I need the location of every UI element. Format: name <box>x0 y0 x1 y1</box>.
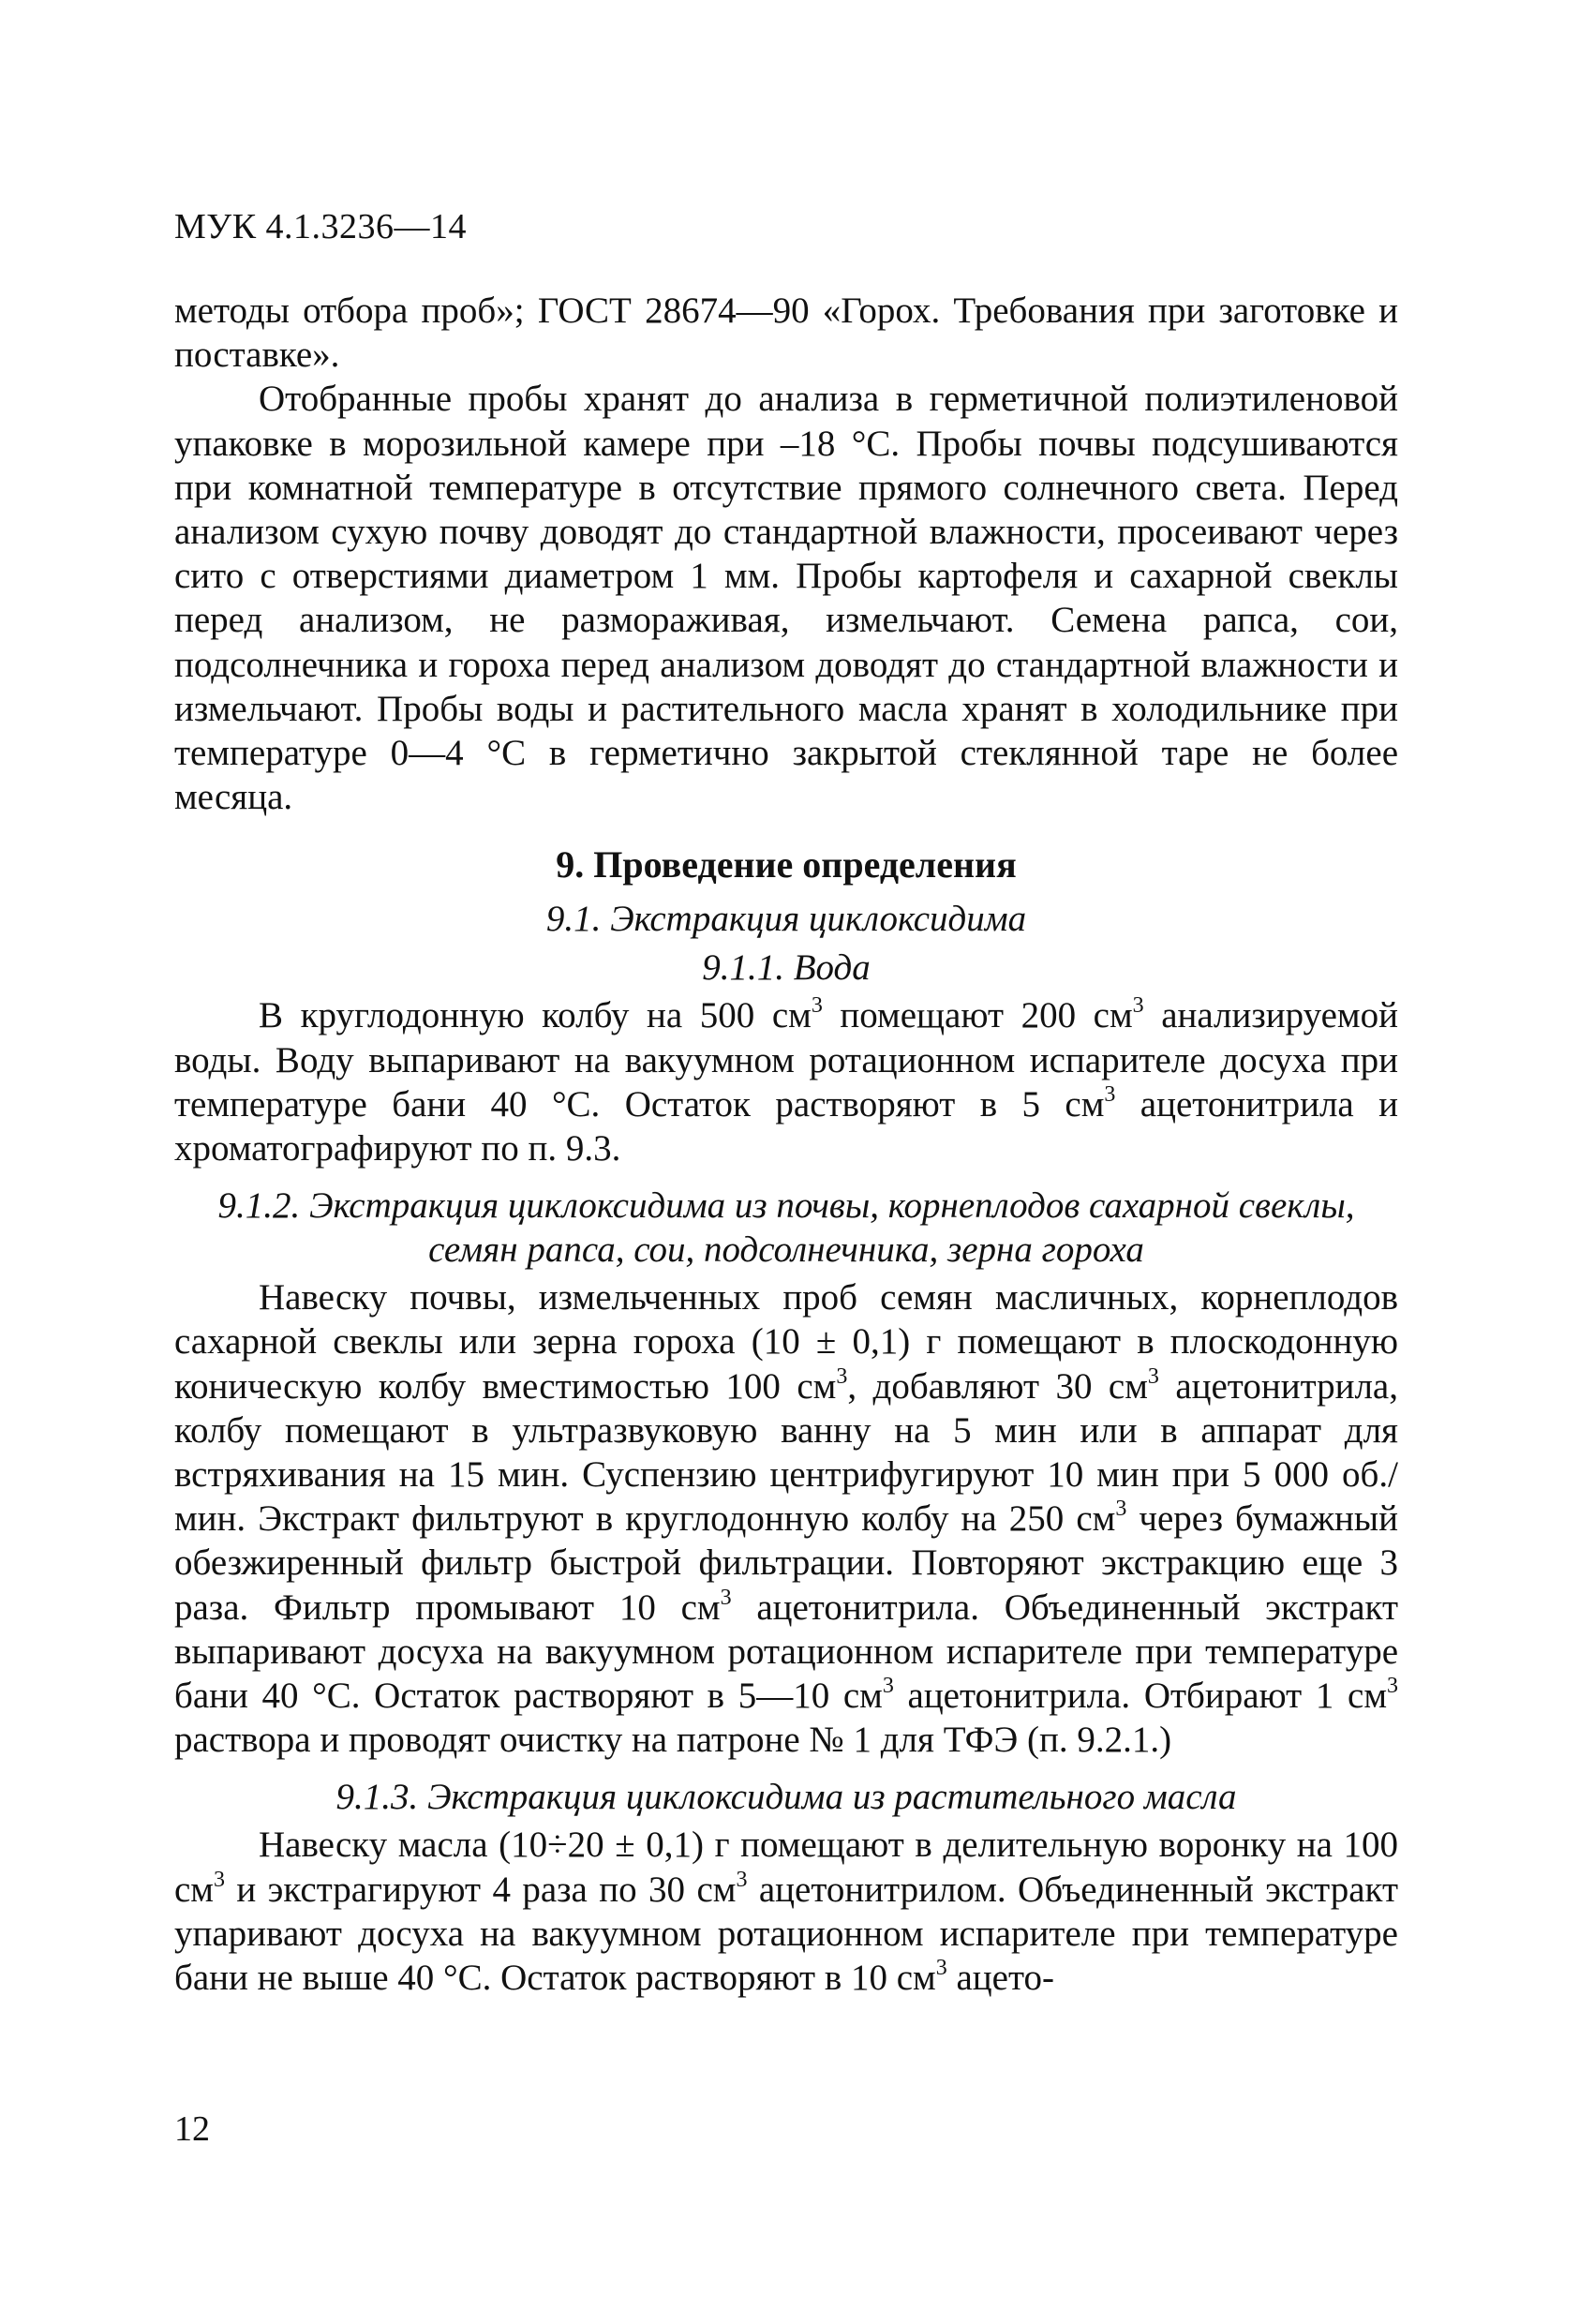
text-run: и экстрагируют 4 раза по 30 см <box>225 1869 737 1910</box>
paragraph-soil-extraction <box>174 1275 1398 1762</box>
subsection-heading-9-1-3: 9.1.3. Экстракция циклоксидима из растительного масла <box>335 1777 1237 1818</box>
paragraph-water-extraction <box>174 993 1398 1170</box>
text-run: Навеску почвы, измельченных проб семян масличных, корнеплодов сахарной свеклы или зерна гороха (10 ± 0,1) г помещают в плоскодонную коническую колбу вместимостью 100 см <box>174 1277 1398 1407</box>
text-run: Навеску масла (10÷20 ± 0,1) г помещают в делительную воронку на 100 см <box>174 1825 1398 1910</box>
page-header-document-code: МУК 4.1.3236—14 <box>174 207 468 246</box>
text-run: раствора и проводят очистку на патроне № 1 для ТФЭ (п. 9.2.1.) <box>174 1720 1172 1761</box>
text-run: через бумажный обезжиренный фильтр быстрой фильтрации. Повторяют экстракцию еще 3 раза. Фильтр промывают 10 см <box>174 1498 1398 1628</box>
superscript-3: 3 <box>882 1674 894 1699</box>
text-run: , добавляют 30 см <box>847 1365 1148 1407</box>
paragraph-continuation: методы отбора проб»; ГОСТ 28674—90 «Горох. Требования при заготовке и поставке». <box>174 290 1398 376</box>
superscript-3: 3 <box>1387 1674 1398 1699</box>
superscript-3: 3 <box>836 1363 848 1389</box>
text-run: ацетонитрила. Объединенный экстракт выпаривают досуха на вакуумном ротационном испарителе при температуре бани 40 °С. Остаток растворяют в 5—10 см <box>174 1587 1399 1717</box>
section-heading-9: 9. Проведение определения <box>556 843 1017 886</box>
paragraph-oil-extraction <box>174 1823 1398 2000</box>
page-number: 12 <box>174 2109 210 2149</box>
superscript-3: 3 <box>736 1867 748 1892</box>
subsection-heading-9-1: 9.1. Экстракция циклоксидима <box>545 899 1027 940</box>
text-run: анализируемой воды. Воду выпаривают на вакуумном ротационном испарителе досуха при температуре бани 40 °С. Остаток растворяют в 5 см <box>174 995 1398 1125</box>
superscript-3: 3 <box>1104 1081 1116 1107</box>
text-run: ацетонитрила. Отбирают 1 см <box>893 1676 1387 1717</box>
page-body <box>174 289 1398 2000</box>
superscript-3: 3 <box>214 1867 225 1892</box>
superscript-3: 3 <box>1132 993 1144 1019</box>
text-run: ацетонитрила и хроматографируют по п. 9.3. <box>174 1083 1399 1169</box>
superscript-3: 3 <box>1147 1363 1159 1389</box>
superscript-3: 3 <box>935 1956 947 1981</box>
subsection-heading-9-1-1: 9.1.1. Вода <box>702 947 871 989</box>
text-run: ацетонитрила, колбу помещают в ультразвуковую ванну на 5 мин или в аппарат для встряхивания на 15 мин. Суспензию центрифугируют 10 мин при 5 000 об./мин. Экстракт фильтруют в круглодонную колбу на 250 см <box>174 1365 1398 1540</box>
text-run: В круглодонную колбу на 500 см <box>259 995 812 1036</box>
text-run: помещают 200 см <box>822 995 1133 1036</box>
paragraph-sample-storage: Отобранные пробы хранят до анализа в герметичной полиэтиленовой упаковке в морозильной камере при –18 °С. Пробы почвы подсушиваются при комнатной температуре в отсутствие прямого солнечного света. Перед анализом сухую почву доводят до стандартной влажности, просеивают через сито с отверстиями диаметром 1 мм. Пробы картофеля и сахарной свеклы перед анализом, не размораживая, измельчают. Семена рапса, сои, подсолнечника и гороха перед анализом доводят до стандартной влажности и измельчают. Пробы воды и растительного масла хранят в холодильнике при температуре 0—4 °С в герметично закрытой стеклянной таре не более месяца. <box>174 379 1398 818</box>
text-run: ацето- <box>946 1958 1055 1999</box>
superscript-3: 3 <box>811 993 823 1019</box>
subsection-heading-9-1-2: 9.1.2. Экстракция циклоксидима из почвы, корнеплодов сахарной свеклы, семян рапса, сои, подсолнечника, зерна гороха <box>217 1185 1355 1271</box>
superscript-3: 3 <box>1115 1497 1127 1522</box>
superscript-3: 3 <box>720 1585 732 1610</box>
text-run: ацетонитрилом. Объединенный экстракт упаривают досуха на вакуумном ротационном испарителе при температуре бани не выше 40 °С. Остаток растворяют в 10 см <box>174 1869 1398 1999</box>
